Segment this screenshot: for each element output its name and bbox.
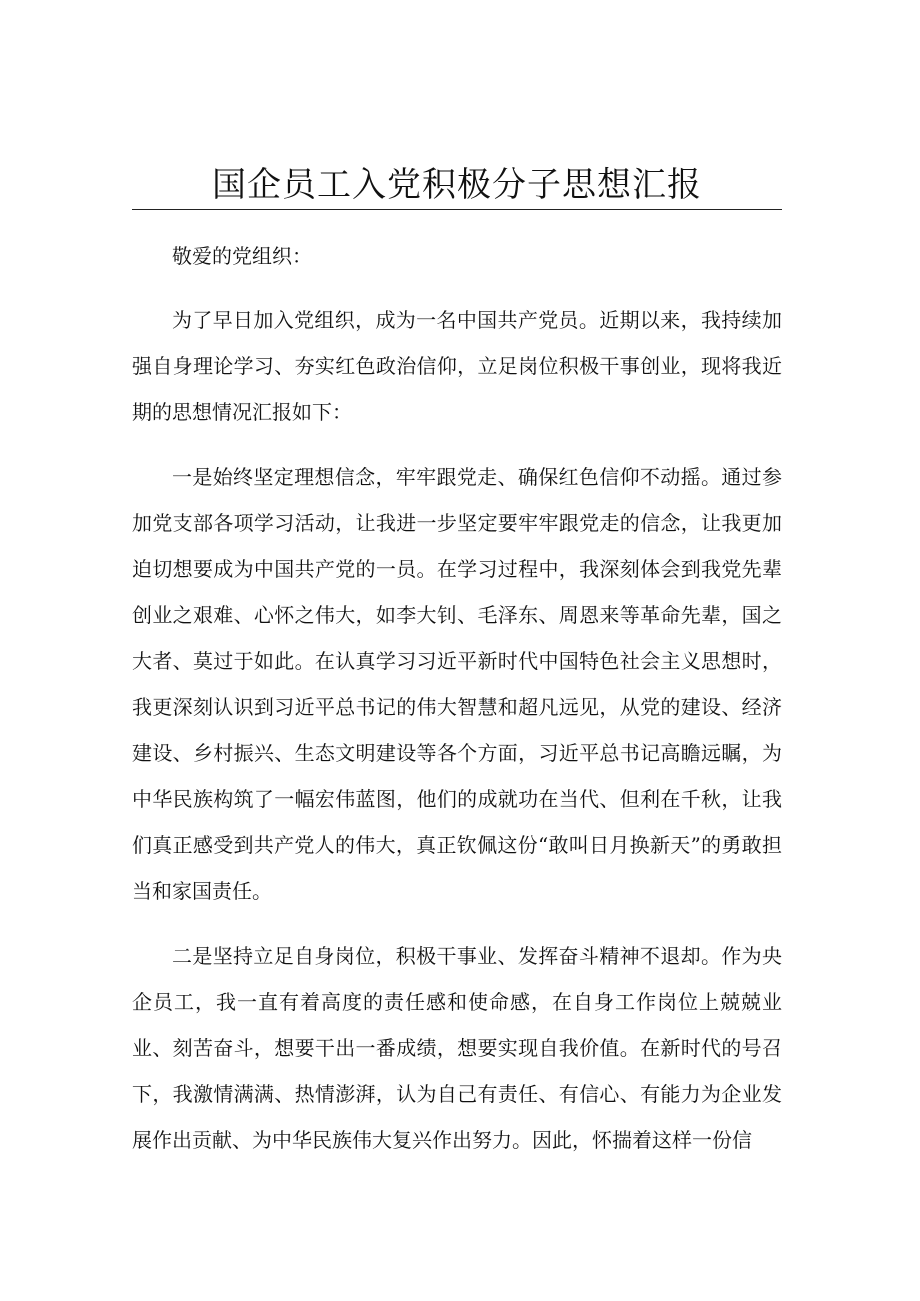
document-body	[132, 233, 782, 1182]
document-title: 国企员工入党积极分子思想汇报	[212, 165, 702, 205]
salutation: 敬爱的党组织：	[172, 244, 312, 268]
paragraph-point-one: 一是始终坚定理想信念，牢牢跟党走、确保红色信仰不动摇。通过参加党支部各项学习活动，让我进一步坚定要牢牢跟党走的信念，让我更加迫切想要成为中国共产党的一员。在学习过程中，我深刻体会到我党先辈创业之艰难、心怀之伟大，如李大钊、毛泽东、周恩来等革命先辈，国之大者、莫过于如此。在认真学习习近平新时代中国特色社会主义思想时，我更深刻认识到习近平总书记的伟大智慧和超凡远见，从党的建设、经济建设、乡村振兴、生态文明建设等各个方面，习近平总书记高瞻远瞩，为中华民族构筑了一幅宏伟蓝图，他们的成就功在当代、但利在千秋，让我们真正感受到共产党人的伟大，真正钦佩这份“敢叫日月换新天”的勇敢担当和家国责任。	[132, 465, 782, 903]
paragraph-point-two: 二是坚持立足自身岗位，积极干事业、发挥奋斗精神不退却。作为央企员工，我一直有着高度的责任感和使命感，在自身工作岗位上兢兢业业、刻苦奋斗，想要干出一番成绩，想要实现自我价值。在新时代的号召下，我激情满满、热情澎湃，认为自己有责任、有信心、有能力为企业发展作出贡献、为中华民族伟大复兴作出努力。因此，怀揣着这样一份信	[132, 944, 782, 1152]
title-underline	[132, 209, 782, 210]
paragraph-intro: 为了早日加入党组织，成为一名中国共产党员。近期以来，我持续加强自身理论学习、夯实红色政治信仰，立足岗位积极干事创业，现将我近期的思想情况汇报如下：	[132, 308, 782, 424]
